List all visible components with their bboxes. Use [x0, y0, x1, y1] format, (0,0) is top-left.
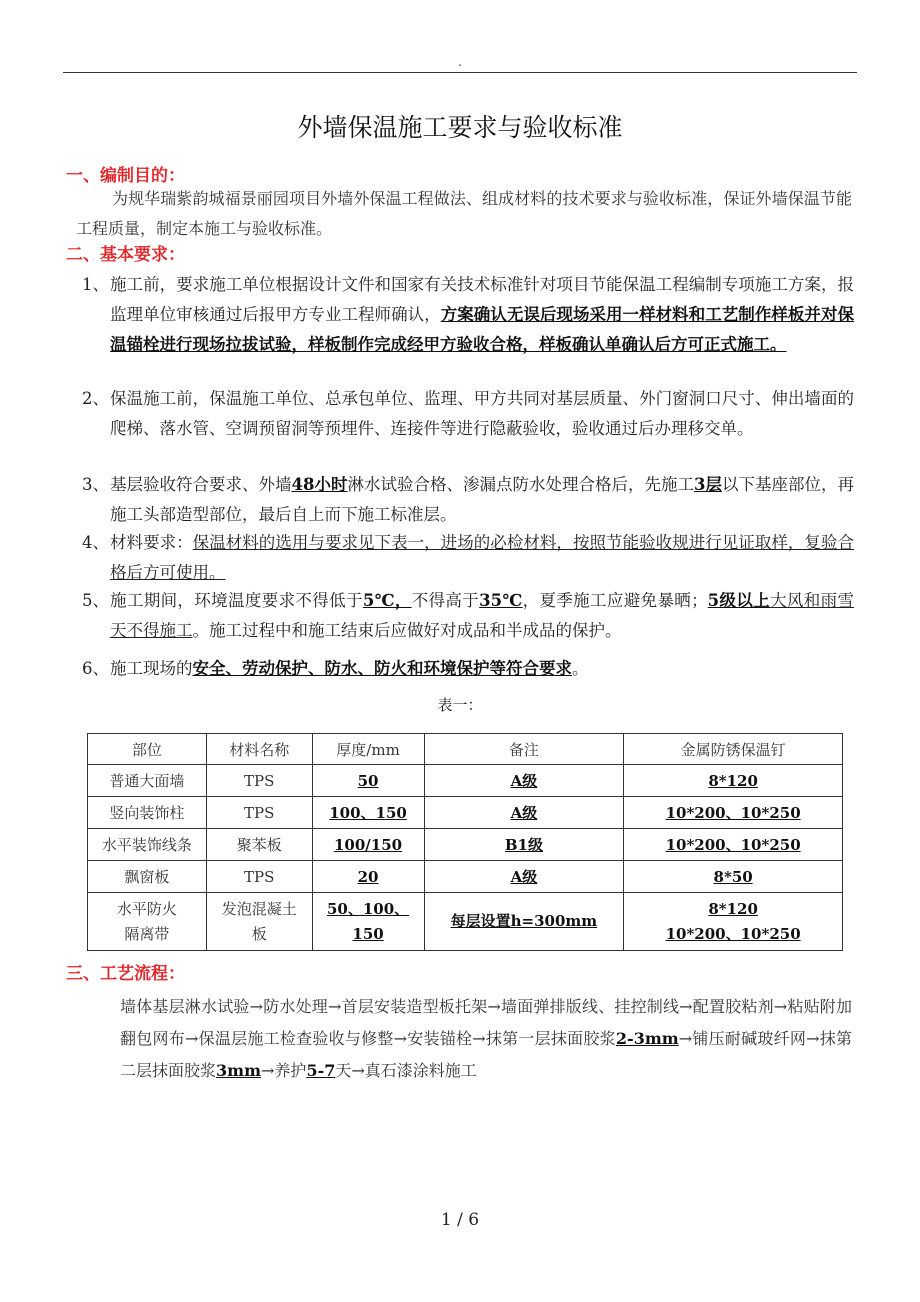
cell-material: TPS: [206, 765, 312, 797]
cell-material: 发泡混凝土 板: [206, 893, 312, 951]
item-emphasis: 3层: [694, 475, 722, 494]
page-number: 1 / 6: [440, 1210, 480, 1230]
cell-note: A级: [510, 804, 538, 822]
item-number: 1、: [82, 275, 109, 294]
cell-nail: 8*120 10*200、10*250: [624, 893, 843, 951]
table-header-row: [88, 734, 843, 765]
item-text: 施工期间，环境温度要求不得低于: [110, 591, 363, 610]
table-row: [88, 829, 843, 861]
requirement-item-3: [82, 470, 854, 530]
cell-material: TPS: [206, 797, 312, 829]
item-number: 3、: [82, 475, 109, 494]
column-header: 厚度/mm: [312, 734, 424, 765]
cell-part: 水平装饰线条: [88, 829, 207, 861]
cell-material: TPS: [206, 861, 312, 893]
header-rule: [63, 72, 857, 73]
item-text: 以下基座部位，再施工头部造型部位，最后自上而下施工标准层。: [110, 475, 855, 524]
requirement-item-4: [82, 528, 854, 588]
item-number: 2、: [82, 389, 109, 408]
cell-note: A级: [510, 868, 538, 886]
item-emphasis: 方案确认无误后现场采用一样材料和工艺制作样板并对保温锚栓进行现场拉拔试验，样板制作完成经甲方验收合格，样板确认单确认后方可正式施工。: [110, 305, 855, 354]
item-text: 基层验收符合要求、外墙: [110, 475, 292, 494]
cell-material: 聚苯板: [206, 829, 312, 861]
section-heading-requirements: 二、基本要求：: [66, 245, 185, 265]
cell-part: 普通大面墙: [88, 765, 207, 797]
column-header: 金属防锈保温钉: [624, 734, 843, 765]
table-row: [88, 861, 843, 893]
item-text: 。施工过程中和施工结束后应做好对成品和半成品的保护。: [192, 621, 622, 640]
section-heading-process: 三、工艺流程：: [66, 964, 185, 984]
column-header: 备注: [424, 734, 624, 765]
item-emphasis: 5级以上: [707, 591, 771, 610]
item-number: 6、: [82, 659, 109, 678]
item-text: 。: [572, 659, 589, 678]
document-title: 外墙保温施工要求与验收标准: [297, 113, 623, 142]
cell-note: 每层设置h=300mm: [450, 912, 598, 930]
cell-thickness: 100、150: [329, 804, 407, 822]
requirement-item-1: [82, 270, 854, 360]
table-row: [88, 893, 843, 951]
process-flow-text: 墙体基层淋水试验→防水处理→首层安装造型板托架→墙面弹排版线、挂控制线→配置胶粘剂→粘贴附加翻包网布→保温层施工检查验收与修整→安装锚栓→抹第一层抹面胶浆2-3mm→铺压耐碱玻纤网→抹第二层抹面胶浆3mm→养护5-7天→真石漆涂料施工: [120, 997, 852, 1080]
cell-part: 竖向装饰柱: [88, 797, 207, 829]
table-row: [88, 765, 843, 797]
header-dot: .: [458, 55, 462, 69]
cell-note: B1级: [504, 836, 543, 854]
purpose-paragraph: 为规华瑞紫韵城福景丽园项目外墙外保温工程做法、组成材料的技术要求与验收标准，保证外墙保温节能工程质量，制定本施工与验收标准。: [76, 189, 852, 238]
cell-nail: 10*200、10*250: [665, 804, 801, 822]
table-row: [88, 797, 843, 829]
cell-nail: 8*50: [713, 867, 753, 886]
cell-thickness: 100/150: [334, 835, 403, 854]
cell-part: 水平防火 隔离带: [88, 893, 207, 951]
cell-part: 飘窗板: [88, 861, 207, 893]
cell-thickness: 20: [357, 867, 379, 886]
item-text: 淋水试验合格、渗漏点防水处理合格后，先施工: [347, 475, 695, 494]
item-text: 材料要求：: [110, 533, 193, 552]
cell-nail: 10*200、10*250: [665, 836, 801, 854]
requirement-item-6: [82, 654, 854, 684]
cell-thickness: 50: [357, 771, 379, 790]
item-emphasis: 5℃，: [362, 591, 412, 610]
cell-thickness: 50、100、150: [326, 899, 410, 943]
materials-table: [87, 733, 843, 951]
item-text: 保温施工前，保温施工单位、总承包单位、监理、甲方共同对基层质量、外门窗洞口尺寸、伸出墙面的爬梯、落水管、空调预留洞等预埋件、连接件等进行隐蔽验收，验收通过后办理移交单。: [110, 389, 854, 438]
cell-nail: 8*120: [708, 771, 758, 790]
requirement-item-2: [82, 384, 854, 444]
item-text: 不得高于: [411, 591, 480, 610]
table-caption: 表一：: [437, 696, 483, 714]
item-emphasis: 保温材料的选用与要求见下表一，进场的必检材料，按照节能验收规进行见证取样，复验合格后方可使用。: [110, 533, 855, 582]
item-emphasis: 安全、劳动保护、防水、防火和环境保护等符合要求: [192, 659, 572, 678]
section-heading-purpose: 一、编制目的：: [66, 166, 185, 186]
item-emphasis: 35℃: [479, 591, 523, 610]
item-number: 5、: [82, 591, 109, 610]
item-text: ，夏季施工应避免暴晒；: [522, 591, 708, 610]
item-text: 施工前，要求施工单位根据设计文件和国家有关技术标准针对项目节能保温工程编制专项施工方案，报监理单位审核通过后报甲方专业工程师确认，: [110, 275, 854, 324]
column-header: 部位: [88, 734, 207, 765]
item-emphasis: 48小时: [291, 475, 348, 494]
item-text: 施工现场的: [110, 659, 193, 678]
item-number: 4、: [82, 533, 109, 552]
column-header: 材料名称: [206, 734, 312, 765]
cell-note: A级: [510, 772, 538, 790]
item-emphasis: 大风和雨雪天不得施工: [110, 591, 855, 640]
requirement-item-5: [82, 586, 854, 646]
